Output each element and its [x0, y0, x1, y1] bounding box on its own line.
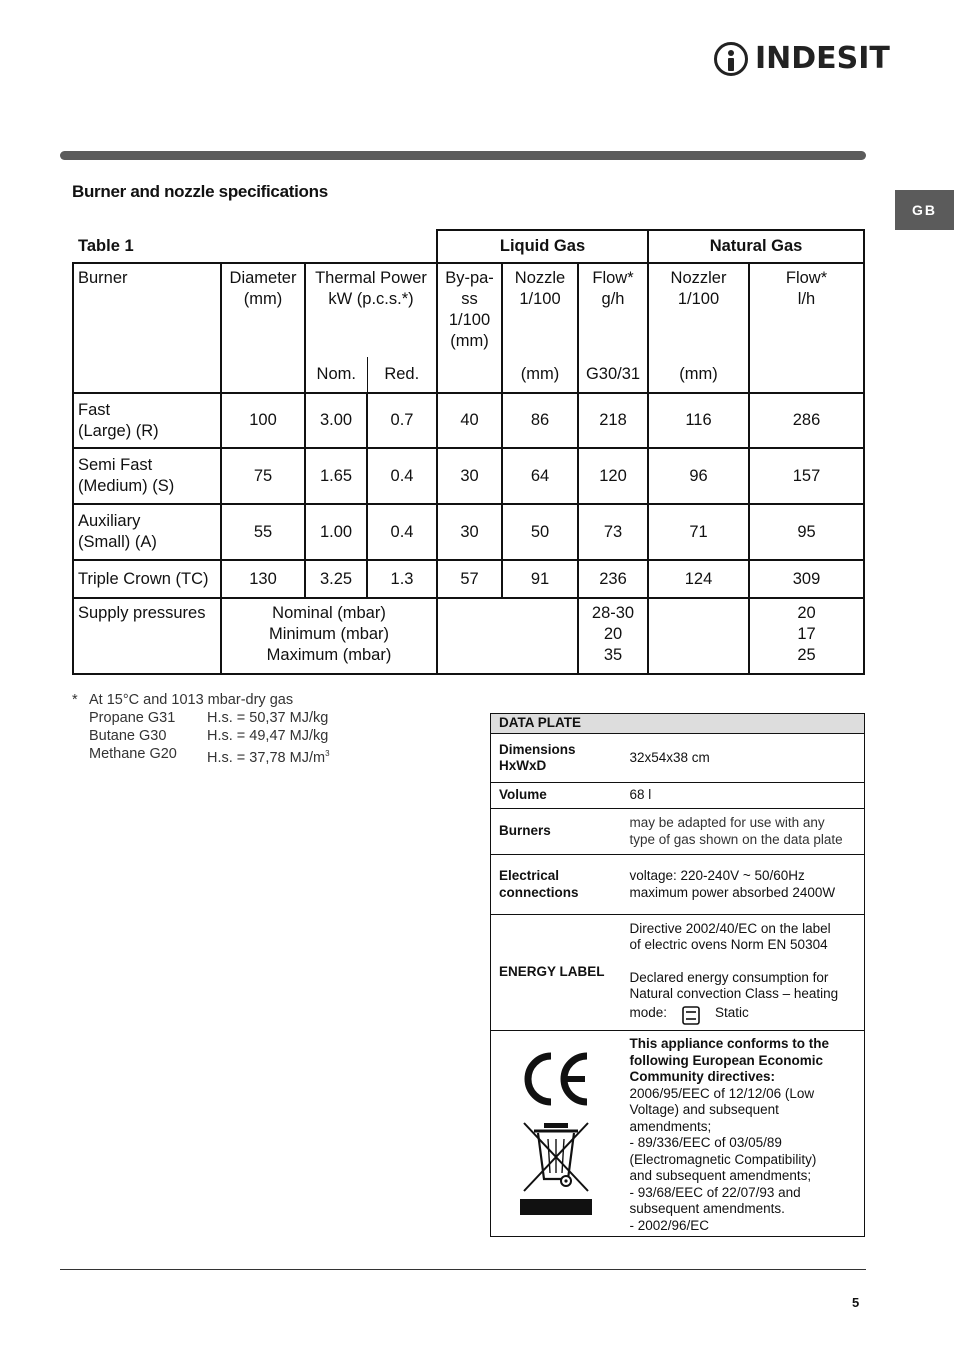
liquid-gas-header: Liquid Gas	[437, 230, 648, 263]
electrical-value: voltage: 220-240V ~ 50/60Hz maximum power absorbed 2400W	[622, 855, 865, 915]
red-cell: 1.3	[367, 560, 437, 598]
nozzle-lg-cell: 91	[502, 560, 578, 598]
flow-ng-cell: 286	[749, 393, 864, 448]
volume-value: 68 l	[622, 783, 865, 809]
dimensions-label: Dimensions HxWxD	[491, 734, 622, 783]
static-oven-icon	[681, 1005, 701, 1025]
ce-mark-icon	[519, 1050, 593, 1108]
gas-value: H.s. = 50,37 MJ/kg	[207, 710, 329, 726]
table-row	[73, 448, 864, 504]
flow-ng-cell: 309	[749, 560, 864, 598]
nozzle-ng-cell: 124	[648, 560, 749, 598]
nozzle-lg-cell: 86	[502, 393, 578, 448]
diameter-cell: 75	[221, 448, 305, 504]
red-cell: 0.4	[367, 448, 437, 504]
nozzle-ng-unit: (mm)	[648, 357, 749, 393]
supply-types: Nominal (mbar) Minimum (mbar) Maximum (mbar)	[221, 598, 437, 674]
gas-name: Propane G31	[89, 710, 176, 726]
nozzle-ng-cell: 116	[648, 393, 749, 448]
nom-cell: 1.00	[305, 504, 367, 560]
burner-spec-table	[72, 229, 865, 675]
nozzle-lg-header: Nozzle 1/100	[502, 263, 578, 357]
burners-label: Burners	[491, 809, 622, 855]
natural-gas-header: Natural Gas	[648, 230, 864, 263]
conformity-text: This appliance conforms to the following European Economic Community directives: 2006/95/EEC of 12/12/06 (Low Voltage) and subsequent amendments; - 89/336/EEC of 03/05/89 (Electromagnetic Compatibility) and subsequent amendments; - 93/68/EEC of 22/07/93 and subsequent amendments. - 2002/96/EC	[622, 1031, 865, 1237]
flow-ng-header: Flow* l/h	[749, 263, 864, 393]
supply-empty-lg	[437, 598, 578, 674]
nozzle-lg-unit: (mm)	[502, 357, 578, 393]
burner-header: Burner	[73, 263, 221, 393]
supply-natural-values: 20 17 25	[749, 598, 864, 674]
gas-value: H.s. = 49,47 MJ/kg	[207, 728, 329, 744]
nom-header: Nom.	[305, 357, 367, 393]
nozzle-ng-cell: 71	[648, 504, 749, 560]
gas-footnote	[72, 691, 330, 767]
nozzle-ng-cell: 96	[648, 448, 749, 504]
diameter-header: Diameter (mm)	[221, 263, 305, 393]
nozzle-ng-header: Nozzler 1/100	[648, 263, 749, 357]
energy-label: ENERGY LABEL	[491, 915, 622, 1031]
electrical-label: Electrical connections	[491, 855, 622, 915]
flow-ng-cell: 95	[749, 504, 864, 560]
mode-value: Static	[715, 1005, 749, 1021]
table-row	[73, 560, 864, 598]
gas-name: Butane G30	[89, 728, 167, 744]
nozzle-lg-cell: 50	[502, 504, 578, 560]
language-tab: GB	[895, 190, 954, 230]
nom-cell: 3.25	[305, 560, 367, 598]
data-plate-table	[490, 713, 865, 1237]
burner-name: Semi Fast (Medium) (S)	[73, 448, 221, 504]
supply-empty-ng	[648, 598, 749, 674]
table-label: Table 1	[73, 230, 437, 263]
flow-ng-cell: 157	[749, 448, 864, 504]
indesit-i-icon	[714, 42, 748, 76]
weee-bin-icon	[518, 1119, 594, 1217]
brand-logo	[714, 38, 890, 80]
burner-name: Fast (Large) (R)	[73, 393, 221, 448]
footer-divider	[60, 1269, 866, 1270]
supply-pressures-row	[73, 598, 864, 674]
flow-lg-cell: 73	[578, 504, 648, 560]
diameter-cell: 130	[221, 560, 305, 598]
supply-liquid-values: 28-30 20 35	[578, 598, 648, 674]
gas-value: H.s. = 37,78 $MJ/m^3$	[207, 749, 330, 766]
footnote-star: *	[72, 692, 78, 708]
nom-cell: 1.65	[305, 448, 367, 504]
section-title: Burner and nozzle specifications	[72, 182, 328, 201]
gas-name: Methane G20	[89, 746, 177, 762]
data-plate-title: DATA PLATE	[491, 714, 865, 734]
bypass-cell: 40	[437, 393, 502, 448]
volume-label: Volume	[491, 783, 622, 809]
bypass-cell: 30	[437, 504, 502, 560]
bypass-cell: 57	[437, 560, 502, 598]
thermal-power-header: Thermal Power kW (p.c.s.*)	[305, 263, 437, 357]
burners-value: may be adapted for use with any type of gas shown on the data plate	[622, 809, 865, 855]
red-cell: 0.4	[367, 504, 437, 560]
flow-lg-cell: 236	[578, 560, 648, 598]
brand-name: INDESIT	[755, 41, 890, 76]
conformity-marks	[491, 1031, 622, 1237]
bypass-header: By-pa- ss 1/100 (mm)	[437, 263, 502, 393]
table-row	[73, 504, 864, 560]
footnote-intro: At 15°C and 1013 mbar-dry gas	[89, 692, 294, 708]
nozzle-lg-cell: 64	[502, 448, 578, 504]
diameter-cell: 100	[221, 393, 305, 448]
dimensions-value: 32x54x38 cm	[622, 734, 865, 783]
diameter-cell: 55	[221, 504, 305, 560]
red-header: Red.	[367, 357, 437, 393]
bypass-cell: 30	[437, 448, 502, 504]
flow-lg-cell: 120	[578, 448, 648, 504]
red-cell: 0.7	[367, 393, 437, 448]
table-row	[73, 393, 864, 448]
flow-lg-unit: G30/31	[578, 357, 648, 393]
burner-name: Auxiliary (Small) (A)	[73, 504, 221, 560]
nom-cell: 3.00	[305, 393, 367, 448]
energy-value: Directive 2002/40/EC on the label of electric ovens Norm EN 50304 Declared energy consumption for Natural convection Class – heating mode: Static	[622, 915, 865, 1031]
flow-lg-cell: 218	[578, 393, 648, 448]
mode-prefix: mode:	[629, 1005, 668, 1021]
header-divider	[60, 151, 866, 160]
flow-lg-header: Flow* g/h	[578, 263, 648, 357]
supply-label: Supply pressures	[73, 598, 221, 674]
page-number: 5	[852, 1295, 860, 1310]
burner-name: Triple Crown (TC)	[73, 560, 221, 598]
